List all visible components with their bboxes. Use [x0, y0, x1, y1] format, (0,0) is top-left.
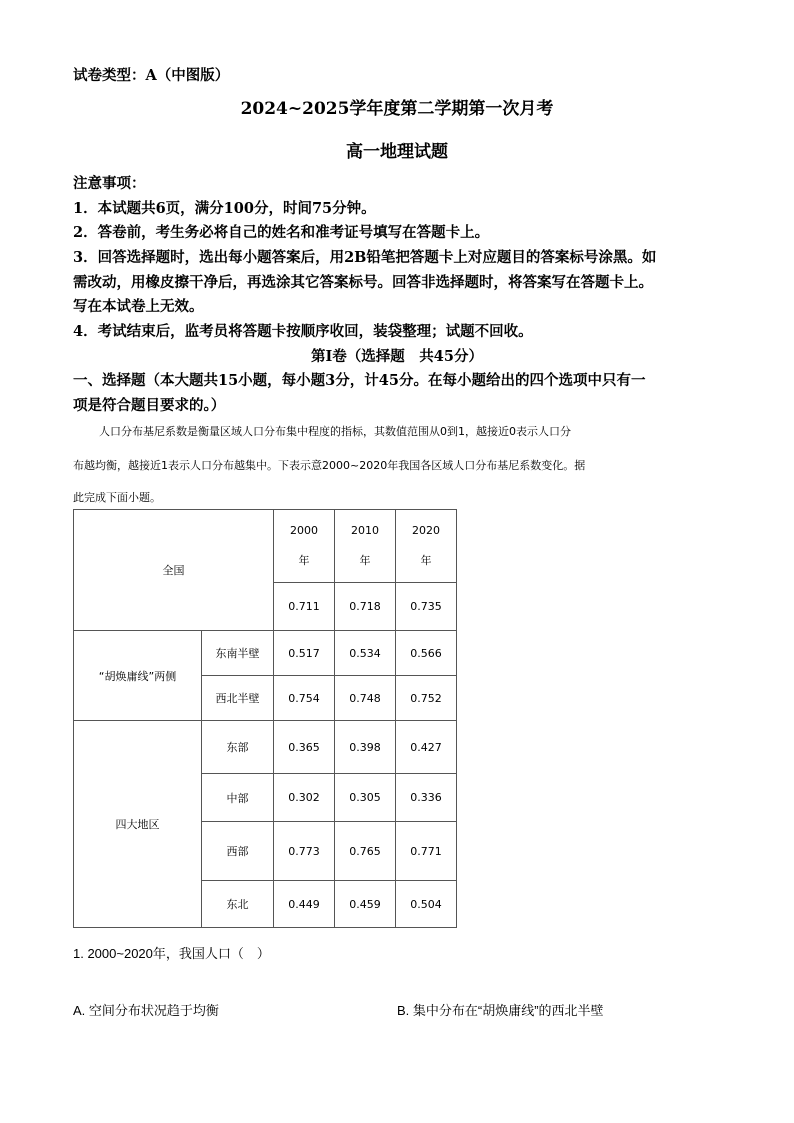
cell-value: 0.748: [335, 676, 396, 721]
national-value: 0.718: [335, 583, 396, 631]
volume-heading: 第Ⅰ卷（选择题 共45分）: [311, 348, 483, 365]
passage-line: 布越均衡，越接近1表示人口分布越集中。下表示意2000~2020年我国各区域人口分布基尼系数变化。据: [73, 459, 586, 472]
section-heading-cont: 项是符合题目要求的。）: [73, 397, 226, 414]
cell-value: 0.773: [274, 822, 335, 881]
cell-value: 0.534: [335, 631, 396, 676]
cell-value: 0.771: [396, 822, 457, 881]
cell-value: 0.336: [396, 774, 457, 822]
cell-value: 0.517: [274, 631, 335, 676]
exam-subtitle: 高一地理试题: [346, 142, 448, 162]
hu-line-group: “胡焕庸线”两侧: [74, 631, 202, 721]
national-label: 全国: [74, 510, 274, 631]
gini-table: [73, 509, 457, 928]
cell-value: 0.752: [396, 676, 457, 721]
notice-item: 写在本试卷上无效。: [73, 298, 204, 315]
passage-line: 此完成下面小题。: [73, 491, 161, 504]
notice-item: 需改动，用橡皮擦干净后，再选涂其它答案标号。回答非选择题时，将答案写在答题卡上。: [73, 274, 653, 291]
notice-item: 1．本试题共6页，满分100分，时间75分钟。: [73, 200, 376, 217]
national-value: 0.735: [396, 583, 457, 631]
row-label: 中部: [202, 774, 274, 822]
year-header: 2010 年: [335, 510, 396, 583]
row-label: 西部: [202, 822, 274, 881]
cell-value: 0.365: [274, 721, 335, 774]
year-header: 2020 年: [396, 510, 457, 583]
cell-value: 0.305: [335, 774, 396, 822]
cell-value: 0.302: [274, 774, 335, 822]
exam-title: 2024~2025学年度第二学期第一次月考: [240, 99, 554, 119]
option-b: B. 集中分布在“胡焕庸线”的西北半壁: [397, 1003, 604, 1018]
row-label: 西北半壁: [202, 676, 274, 721]
row-label: 东北: [202, 881, 274, 928]
paper-type: 试卷类型：A（中图版）: [73, 67, 230, 84]
row-label: 东部: [202, 721, 274, 774]
cell-value: 0.449: [274, 881, 335, 928]
cell-value: 0.754: [274, 676, 335, 721]
row-label: 东南半壁: [202, 631, 274, 676]
year-header: 2000 年: [274, 510, 335, 583]
passage-line: 人口分布基尼系数是衡量区域人口分布集中程度的指标，其数值范围从0到1，越接近0表示人口分: [99, 425, 571, 438]
cell-value: 0.459: [335, 881, 396, 928]
notice-item: 4．考试结束后，监考员将答题卡按顺序收回，装袋整理；试题不回收。: [73, 323, 533, 340]
question-stem: 1. 2000~2020年，我国人口（ ）: [73, 946, 270, 961]
notice-item: 2．答卷前，考生务必将自己的姓名和准考证号填写在答题卡上。: [73, 224, 490, 241]
notice-heading: 注意事项：: [73, 175, 146, 192]
cell-value: 0.566: [396, 631, 457, 676]
cell-value: 0.427: [396, 721, 457, 774]
region-group: 四大地区: [74, 721, 202, 928]
section-heading: 一、选择题（本大题共15小题，每小题3分，计45分。在每小题给出的四个选项中只有一: [73, 372, 646, 389]
cell-value: 0.765: [335, 822, 396, 881]
national-value: 0.711: [274, 583, 335, 631]
notice-item: 3．回答选择题时，选出每小题答案后，用2B铅笔把答题卡上对应题目的答案标号涂黑。如: [73, 249, 657, 266]
cell-value: 0.504: [396, 881, 457, 928]
cell-value: 0.398: [335, 721, 396, 774]
option-a: A. 空间分布状况趋于均衡: [73, 1003, 219, 1018]
